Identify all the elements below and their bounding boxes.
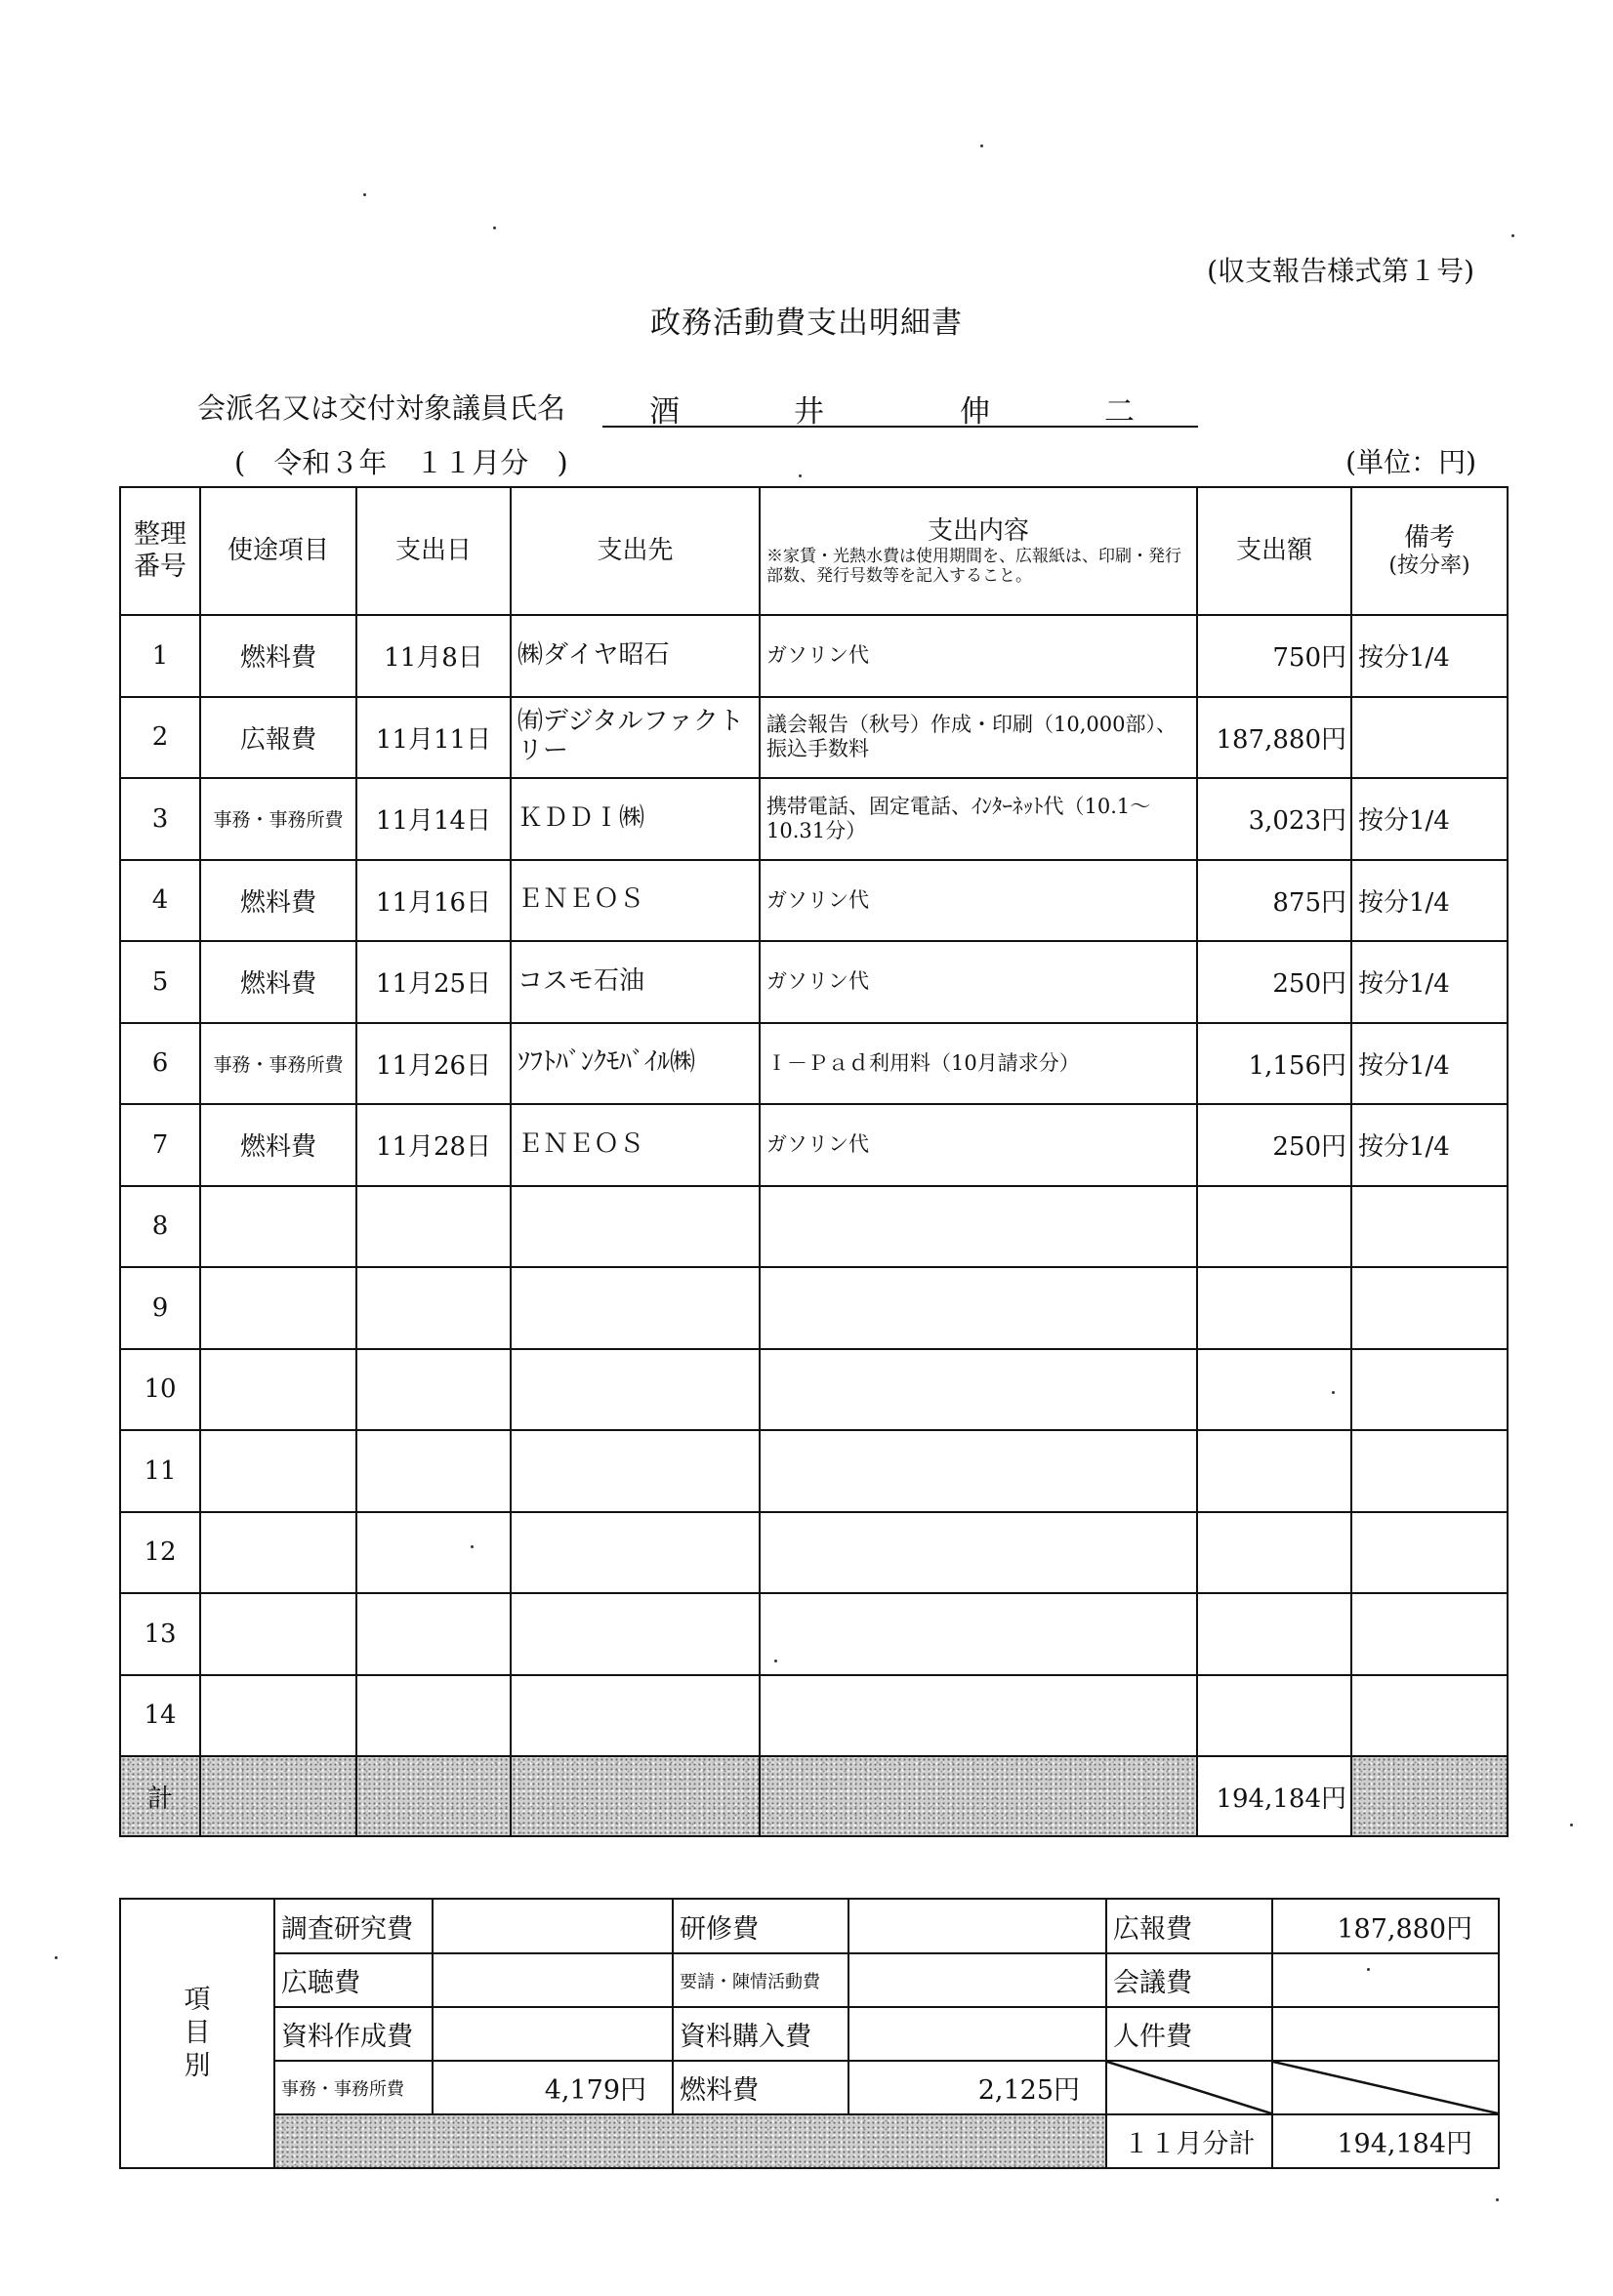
row-payee: ＥＮＥＯＳ	[511, 1104, 760, 1186]
row-remarks: 按分1/4	[1351, 1023, 1508, 1105]
total-blank	[356, 1756, 511, 1836]
row-date	[356, 1267, 511, 1349]
summary-shaded-cell	[274, 2114, 1106, 2168]
scan-speck	[1511, 234, 1514, 237]
table-row	[120, 1430, 1508, 1512]
row-category	[200, 1512, 356, 1594]
row-date: 11月11日	[356, 697, 511, 779]
row-content	[760, 1512, 1197, 1594]
expense-table	[119, 486, 1509, 1837]
row-payee	[511, 1593, 760, 1675]
summary-petition-value	[848, 1953, 1106, 2007]
summary-meeting-value	[1272, 1953, 1499, 2007]
row-category	[200, 1675, 356, 1757]
row-amount	[1197, 1430, 1351, 1512]
row-category	[200, 1430, 356, 1512]
row-content: ガソリン代	[760, 860, 1197, 942]
row-payee: ㈲デジタルファクトリー	[511, 697, 760, 779]
row-payee	[511, 1430, 760, 1512]
member-label: 会派名又は交付対象議員氏名	[197, 391, 566, 425]
row-payee	[511, 1512, 760, 1594]
category-summary-table	[119, 1898, 1500, 2169]
row-date: 11月16日	[356, 860, 511, 942]
member-name-char: 酒	[649, 394, 680, 430]
summary-docs-label: 資料作成費	[274, 2007, 433, 2061]
row-payee	[511, 1675, 760, 1757]
member-name-char: 井	[794, 394, 824, 430]
row-payee	[511, 1349, 760, 1431]
row-no: 11	[120, 1430, 200, 1512]
summary-row	[120, 2007, 1499, 2061]
row-no: 2	[120, 697, 200, 779]
table-row	[120, 1512, 1508, 1594]
row-category	[200, 1349, 356, 1431]
row-no: 13	[120, 1593, 200, 1675]
summary-office-value: 4,179円	[433, 2061, 673, 2114]
scan-speck	[493, 226, 496, 229]
row-amount	[1197, 1675, 1351, 1757]
row-category: 燃料費	[200, 860, 356, 942]
row-content: 議会報告（秋号）作成・印刷（10,000部）、振込手数料	[760, 697, 1197, 779]
form-number: (収支報告様式第１号)	[1207, 255, 1474, 287]
row-remarks	[1351, 697, 1508, 779]
total-label: 計	[120, 1756, 200, 1836]
row-content	[760, 1349, 1197, 1431]
scan-speck	[55, 1956, 58, 1959]
row-category: 燃料費	[200, 1104, 356, 1186]
summary-row	[120, 1899, 1499, 1953]
table-row	[120, 1593, 1508, 1675]
row-date	[356, 1430, 511, 1512]
summary-hearing-value	[433, 1953, 673, 2007]
row-date	[356, 1593, 511, 1675]
row-remarks	[1351, 1512, 1508, 1594]
row-content	[760, 1186, 1197, 1268]
member-name-char: 二	[1104, 394, 1135, 430]
col-header-remarks-sub: (按分率)	[1388, 553, 1470, 578]
scan-speck	[774, 1660, 777, 1662]
summary-fuel-value: 2,125円	[848, 2061, 1106, 2114]
row-amount	[1197, 1267, 1351, 1349]
row-no: 9	[120, 1267, 200, 1349]
row-category	[200, 1267, 356, 1349]
summary-training-label: 研修費	[673, 1899, 848, 1953]
col-header-content-note: ※家賃・光熱水費は使用期間を、広報紙は、印刷・発行部数、発行号数等を記入すること。	[766, 546, 1181, 587]
summary-training-value	[848, 1899, 1106, 1953]
summary-personnel-label: 人件費	[1106, 2007, 1272, 2061]
summary-diagonal-cell	[1272, 2061, 1499, 2114]
summary-month-total-value: 194,184円	[1272, 2114, 1499, 2168]
row-payee: ＥＮＥＯＳ	[511, 860, 760, 942]
row-no: 3	[120, 778, 200, 860]
col-header-date: 支出日	[356, 487, 511, 615]
col-header-category: 使途項目	[200, 487, 356, 615]
row-content	[760, 1593, 1197, 1675]
row-date	[356, 1186, 511, 1268]
row-date: 11月26日	[356, 1023, 511, 1105]
total-blank	[1351, 1756, 1508, 1836]
row-category: 広報費	[200, 697, 356, 779]
row-remarks: 按分1/4	[1351, 941, 1508, 1023]
row-no: 10	[120, 1349, 200, 1431]
row-no: 1	[120, 615, 200, 697]
table-header-row	[120, 487, 1508, 615]
row-no: 8	[120, 1186, 200, 1268]
row-remarks	[1351, 1593, 1508, 1675]
col-header-content	[760, 487, 1197, 615]
summary-hearing-label: 広聴費	[274, 1953, 433, 2007]
table-row	[120, 1023, 1508, 1105]
row-date: 11月14日	[356, 778, 511, 860]
summary-side-label-text: 項目別	[184, 1985, 211, 2081]
row-remarks	[1351, 1349, 1508, 1431]
row-amount: 750円	[1197, 615, 1351, 697]
scan-speck	[1332, 1391, 1335, 1394]
table-row	[120, 778, 1508, 860]
total-blank	[200, 1756, 356, 1836]
summary-pr-label: 広報費	[1106, 1899, 1272, 1953]
row-no: 14	[120, 1675, 200, 1757]
row-amount: 250円	[1197, 1104, 1351, 1186]
summary-row	[120, 2061, 1499, 2114]
row-content: ガソリン代	[760, 941, 1197, 1023]
row-remarks: 按分1/4	[1351, 860, 1508, 942]
table-row	[120, 1267, 1508, 1349]
summary-research-value	[433, 1899, 673, 1953]
row-no: 6	[120, 1023, 200, 1105]
row-payee: コスモ石油	[511, 941, 760, 1023]
table-row	[120, 1349, 1508, 1431]
row-amount: 1,156円	[1197, 1023, 1351, 1105]
row-date	[356, 1512, 511, 1594]
summary-fuel-label: 燃料費	[673, 2061, 848, 2114]
col-header-content-title: 支出内容	[927, 515, 1029, 546]
row-amount	[1197, 1593, 1351, 1675]
row-category: 事務・事務所費	[200, 1023, 356, 1105]
summary-month-total-label: １１月分計	[1106, 2114, 1272, 2168]
unit-label: (単位：円)	[1345, 446, 1476, 478]
table-row	[120, 860, 1508, 942]
summary-research-label: 調査研究費	[274, 1899, 433, 1953]
row-remarks	[1351, 1430, 1508, 1512]
summary-purchase-label: 資料購入費	[673, 2007, 848, 2061]
row-category: 燃料費	[200, 615, 356, 697]
row-amount	[1197, 1186, 1351, 1268]
summary-diagonal-cell	[1106, 2061, 1272, 2114]
member-name-char: 伸	[960, 394, 990, 430]
row-no: 5	[120, 941, 200, 1023]
row-payee: ＫＤＤＩ㈱	[511, 778, 760, 860]
row-content	[760, 1267, 1197, 1349]
row-amount: 250円	[1197, 941, 1351, 1023]
row-category: 燃料費	[200, 941, 356, 1023]
summary-pr-value: 187,880円	[1272, 1899, 1499, 1953]
col-header-payee: 支出先	[511, 487, 760, 615]
row-no: 4	[120, 860, 200, 942]
summary-meeting-label: 会議費	[1106, 1953, 1272, 2007]
reporting-period: ( 令和３年 １１月分 )	[234, 446, 568, 479]
scan-speck	[363, 193, 366, 196]
total-blank	[511, 1756, 760, 1836]
table-row	[120, 941, 1508, 1023]
row-payee	[511, 1267, 760, 1349]
scan-speck	[980, 144, 983, 147]
summary-row	[120, 2114, 1499, 2168]
col-header-no: 整理番号	[120, 487, 200, 615]
scan-speck	[471, 1545, 474, 1548]
total-blank	[760, 1756, 1197, 1836]
col-header-remarks	[1351, 487, 1508, 615]
row-payee: ｿﾌﾄﾊﾞﾝｸﾓﾊﾞｲﾙ㈱	[511, 1023, 760, 1105]
row-no: 7	[120, 1104, 200, 1186]
row-amount: 875円	[1197, 860, 1351, 942]
row-remarks: 按分1/4	[1351, 778, 1508, 860]
summary-petition-label: 要請・陳情活動費	[673, 1953, 848, 2007]
table-row	[120, 1104, 1508, 1186]
table-row	[120, 1186, 1508, 1268]
row-date: 11月25日	[356, 941, 511, 1023]
row-content: ガソリン代	[760, 615, 1197, 697]
row-category	[200, 1186, 356, 1268]
row-content: ガソリン代	[760, 1104, 1197, 1186]
member-name	[602, 387, 1198, 428]
col-header-amount: 支出額	[1197, 487, 1351, 615]
row-remarks	[1351, 1267, 1508, 1349]
row-remarks: 按分1/4	[1351, 615, 1508, 697]
row-payee: ㈱ダイヤ昭石	[511, 615, 760, 697]
row-category: 事務・事務所費	[200, 778, 356, 860]
row-payee	[511, 1186, 760, 1268]
summary-purchase-value	[848, 2007, 1106, 2061]
row-no: 12	[120, 1512, 200, 1594]
row-amount	[1197, 1349, 1351, 1431]
table-row	[120, 615, 1508, 697]
scan-speck	[1367, 1968, 1370, 1971]
row-amount: 187,880円	[1197, 697, 1351, 779]
summary-personnel-value	[1272, 2007, 1499, 2061]
summary-docs-value	[433, 2007, 673, 2061]
row-date	[356, 1675, 511, 1757]
row-amount: 3,023円	[1197, 778, 1351, 860]
summary-side-label	[120, 1899, 274, 2168]
row-amount	[1197, 1512, 1351, 1594]
row-remarks: 按分1/4	[1351, 1104, 1508, 1186]
col-header-remarks-title: 備考	[1403, 522, 1455, 553]
scan-speck	[1496, 2198, 1499, 2201]
row-category	[200, 1593, 356, 1675]
total-row	[120, 1756, 1508, 1836]
row-date: 11月28日	[356, 1104, 511, 1186]
row-date: 11月8日	[356, 615, 511, 697]
row-content: 携帯電話、固定電話、ｲﾝﾀｰﾈｯﾄ代（10.1～10.31分）	[760, 778, 1197, 860]
row-remarks	[1351, 1675, 1508, 1757]
row-content: Ｉ－Ｐａｄ利用料（10月請求分）	[760, 1023, 1197, 1105]
total-amount: 194,184円	[1197, 1756, 1351, 1836]
document-title: 政務活動費支出明細書	[650, 306, 963, 341]
table-row	[120, 697, 1508, 779]
scan-speck	[1570, 1824, 1573, 1826]
row-date	[356, 1349, 511, 1431]
row-content	[760, 1430, 1197, 1512]
table-row	[120, 1675, 1508, 1757]
summary-office-label: 事務・事務所費	[274, 2061, 433, 2114]
row-remarks	[1351, 1186, 1508, 1268]
summary-row	[120, 1953, 1499, 2007]
scan-speck	[799, 474, 802, 477]
row-content	[760, 1675, 1197, 1757]
